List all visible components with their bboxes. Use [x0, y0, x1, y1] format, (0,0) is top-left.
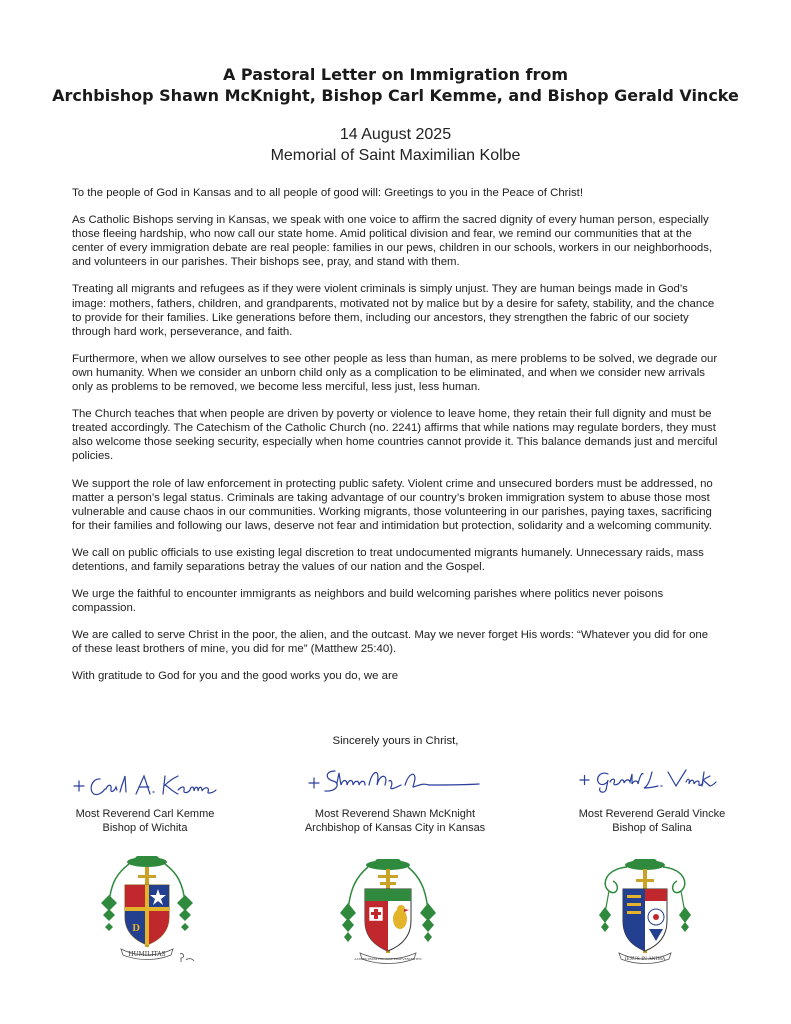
- letter-dateline: [0, 124, 791, 166]
- vincke-name: Most Reverend Gerald Vincke: [578, 808, 726, 820]
- mcknight-signature: [305, 765, 485, 799]
- kemme-signature: [70, 770, 240, 800]
- kemme-motto: HUMILITAS: [128, 951, 166, 958]
- mcknight-motto: ALTERUTRUM HONORE PRAEVENIENTES: [354, 957, 422, 961]
- closing-line: Sincerely yours in Christ,: [332, 735, 459, 747]
- vincke-motto: IESUS IN ANIMA: [624, 957, 666, 962]
- shield-icon: [623, 889, 667, 951]
- vincke-signature: [578, 766, 718, 794]
- kemme-coat-of-arms: [97, 853, 197, 963]
- mcknight-coat-of-arms: [338, 855, 438, 965]
- paragraph-law-enforcement: We support the role of law enforcement in protecting public safety. Violent crime and unsecured borders must be addressed, no matter a person’s legal status. Criminals are taking advantage of our country’s broken immigration system to abuse those most vulnerable and cause chaos in our communities. Working migrants, those volunteering in our parishes, paying taxes, sacrificing for their families and following our laws, deserve not fear and intimidation but protection, solidarity and a welcoming community.: [72, 477, 713, 532]
- mcknight-name: Most Reverend Shawn McKnight: [314, 808, 476, 820]
- shield-icon: [125, 885, 169, 945]
- letter-feast: Memorial of Saint Maximilian Kolbe: [270, 147, 521, 164]
- svg-text:D: D: [132, 924, 140, 934]
- kemme-signature-block: [50, 807, 240, 835]
- paragraph-gratitude: With gratitude to God for you and the good works you do, we are: [72, 670, 399, 683]
- title-line-2: Archbishop Shawn McKnight, Bishop Carl Kemme, and Bishop Gerald Vincke: [52, 86, 739, 105]
- letter-body: [72, 186, 720, 697]
- letter-title: [0, 64, 791, 106]
- mcknight-signature-block: [280, 807, 510, 835]
- letter-date: 14 August 2025: [339, 126, 452, 143]
- vincke-signature-block: [557, 807, 747, 835]
- vincke-coat-of-arms: [595, 855, 695, 965]
- vincke-role: Bishop of Salina: [612, 822, 692, 834]
- paragraph-humanity: Furthermore, when we allow ourselves to see other people as less than human, as mere problems to be solved, we degrade our own humanity. When we consider an unborn child only as a complication to be eliminated, and when we consider new arrivals only as problems to be removed, we become less merciful, less just, less human.: [72, 352, 718, 394]
- shield-icon: [365, 889, 411, 951]
- paragraph-faithful: We urge the faithful to encounter immigrants as neighbors and build welcoming parishes where politics never poisons compassion.: [72, 588, 664, 615]
- kemme-role: Bishop of Wichita: [102, 822, 188, 834]
- paragraph-church-teaching: The Church teaches that when people are driven by poverty or violence to leave home, they retain their full dignity and must be treated accordingly. The Catechism of the Catholic Church (no. 2241) affirms that while nations may regulate borders, they must also welcome those seeking security, especially when home countries cannot provide it. This balance demands just and merciful policies.: [72, 408, 718, 463]
- kemme-name: Most Reverend Carl Kemme: [75, 808, 215, 820]
- paragraph-unjust: Treating all migrants and refugees as if they were violent criminals is simply unjust. They are human beings made in God’s image: mothers, fathers, children, and grandparents, motivated not by malice but by a desire for safety, stability, and the chance to provide for their families. Like generations before them, including our ancestors, they strengthen the fabric of our society through hard work, perseverance, and faith.: [72, 283, 715, 338]
- paragraph-greeting: To the people of God in Kansas and to all people of good will: Greetings to you in the Peace of Christ!: [72, 187, 583, 199]
- mcknight-role: Archbishop of Kansas City in Kansas: [304, 822, 486, 834]
- artist-mark: [178, 952, 196, 964]
- title-line-1: A Pastoral Letter on Immigration from: [222, 65, 569, 84]
- paragraph-dignity: As Catholic Bishops serving in Kansas, we speak with one voice to affirm the sacred dignity of every human person, especially those fleeing hardship, who now call our state home. Amid political division and fear, we remind our communities that at the center of every immigration debate are real people: families in our pews, children in our schools, workers in our neighborhoods, and volunteers in our parishes. Their bishops see, pray, and stand with them.: [72, 214, 713, 269]
- paragraph-public-officials: We call on public officials to use existing legal discretion to treat undocumented migrants humanely. Unnecessary raids, mass detentions, and family separations betray the values of our nation and the Gospel.: [72, 546, 704, 573]
- paragraph-scripture: We are called to serve Christ in the poor, the alien, and the outcast. May we never forget His words: “Whatever you did for one of these least brothers of mine, you did for me” (Matthew 25:40).: [72, 629, 709, 656]
